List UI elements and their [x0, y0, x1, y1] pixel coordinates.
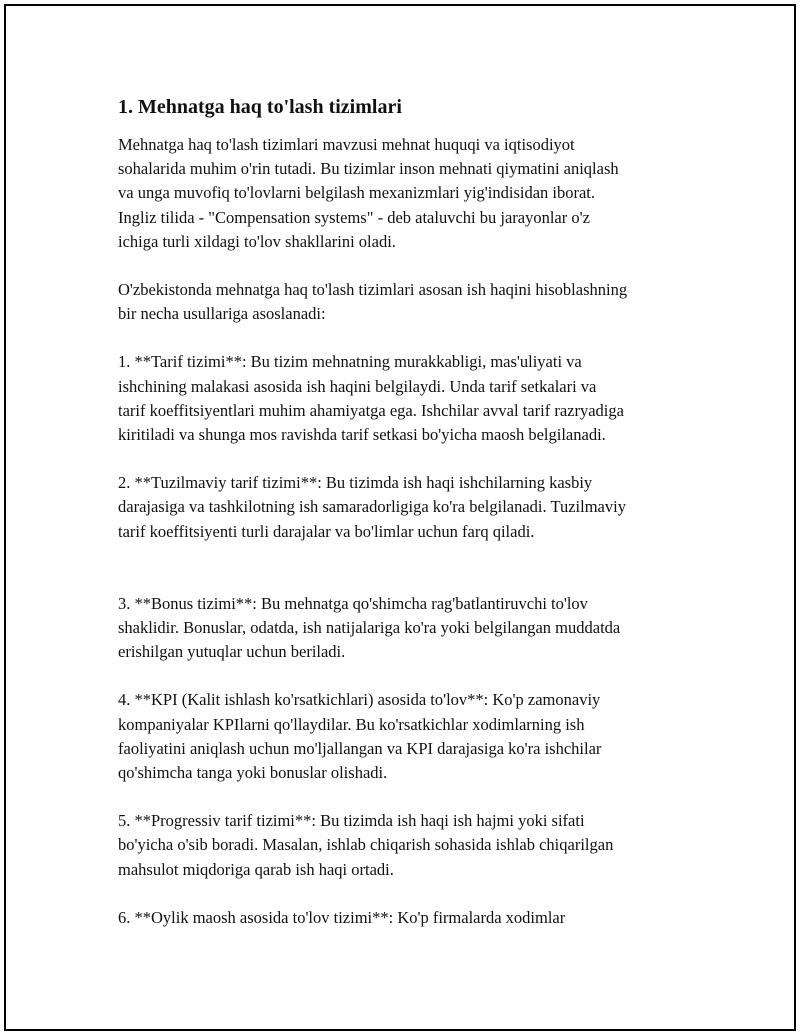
paragraph-kpi: 4. **KPI (Kalit ishlash ko'rsatkichlari) asosida to'lov**: Ko'p zamonaviy kompaniyalar KPIlarni qo'llaydilar. Bu ko'rsatkichlar xodimlarning ish faoliyatini aniqlash uchun mo'ljallangan va KPI darajasiga ko'ra ishchilar qo'shimcha tanga yoki bonuslar olishadi.: [118, 690, 602, 783]
document-body: [118, 95, 698, 954]
paragraph-oylik-maosh: 6. **Oylik maosh asosida to'lov tizimi**: Ko'p firmalarda xodimlar: [118, 907, 566, 927]
paragraph-progressiv-tarif: 5. **Progressiv tarif tizimi**: Bu tizimda ish haqi ish hajmi yoki sifati bo'yicha o'sib boradi. Masalan, ishlab chiqarish sohasida ishlab chiqarilgan mahsulot miqdoriga qarab ish haqi ortadi.: [118, 811, 614, 879]
document-title: 1. Mehnatga haq to'lash tizimlari: [118, 96, 402, 118]
paragraph-tarif-tizimi: 1. **Tarif tizimi**: Bu tizim mehnatning murakkabligi, mas'uliyati va ishchining malakasi asosida ish haqini belgilaydi. Unda tarif setkalari va tarif koeffitsiyentlari muhim ahamiyatga ega. Ishchilar avval tarif razryadiga kiritiladi va shunga mos ravishda tarif setkasi bo'yicha maosh belgilanadi.: [118, 352, 624, 445]
paragraph-intro: Mehnatga haq to'lash tizimlari mavzusi mehnat huquqi va iqtisodiyot sohalarida muhim o'rin tutadi. Bu tizimlar inson mehnati qiymatini aniqlash va unga muvofiq to'lovlarni belgilash mexanizmlari yig'indisidan iborat. Ingliz tilida - "Compensation systems" - deb ataluvchi bu jarayonlar o'z ichiga turli xildagi to'lov shakllarini oladi.: [118, 135, 619, 251]
paragraph-uzbekistan: O'zbekistonda mehnatga haq to'lash tizimlari asosan ish haqini hisoblashning bir necha usullariga asoslanadi:: [118, 280, 628, 324]
paragraph-bonus-tizimi: 3. **Bonus tizimi**: Bu mehnatga qo'shimcha rag'batlantiruvchi to'lov shaklidir. Bonuslar, odatda, ish natijalariga ko'ra yoki belgilangan muddatda erishilgan yutuqlar uchun beriladi.: [118, 593, 621, 662]
paragraph-tuzilmaviy-tarif: 2. **Tuzilmaviy tarif tizimi**: Bu tizimda ish haqi ishchilarning kasbiy darajasiga va tashkilotning ish samaradorligiga ko'ra belgilanadi. Tuzilmaviy tarif koeffitsiyenti turli darajalar va bo'limlar uchun farq qiladi.: [118, 473, 626, 541]
